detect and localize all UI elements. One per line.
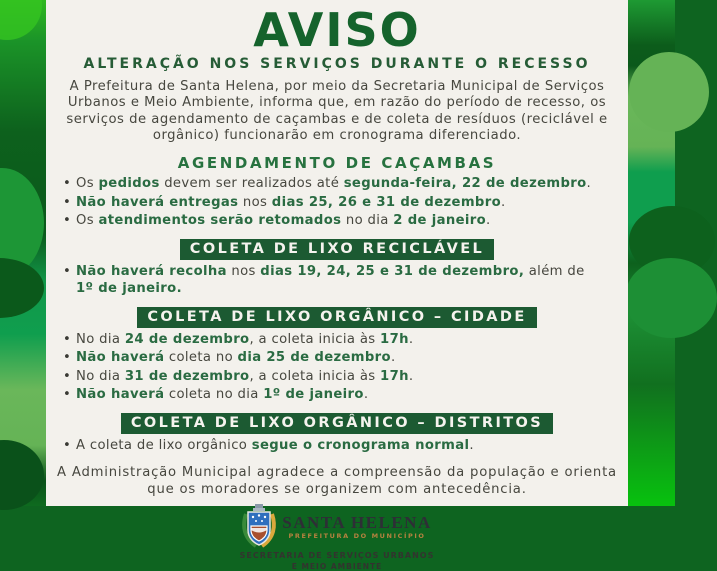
municipality-logo [46,504,628,570]
bullet-list-organico-cidade [46,331,628,403]
logo-secretaria-line1: SECRETARIA DE SERVIÇOS URBANOS [239,551,435,561]
section-heading-banner: COLETA DE LIXO ORGÂNICO – DISTRITOS [121,413,553,434]
coat-of-arms-icon [242,504,276,548]
logo-secretaria-line2: E MEIO AMBIENTE [291,562,383,571]
page-title: AVISO [253,3,421,57]
list-item: • Não haverá coleta no dia 1º de janeiro. [63,386,606,403]
list-item: • Não haverá coleta no dia 25 de dezembro. [63,349,606,366]
green-shape [0,0,42,40]
intro-paragraph: A Prefeitura de Santa Helena, por meio da Secretaria Municipal de Serviços Urbanos e Meio Ambiente, informa que, em razão do período de recesso, os serviços de agendamento de caçambas e de coleta de resíduos (reciclável e orgânico) funcionarão em cronograma diferenciado. [66,79,608,144]
section-heading-organico-distritos [46,412,628,434]
section-heading-label: AGENDAMENTO DE CAÇAMBAS [177,154,497,173]
list-item: • Os pedidos devem ser realizados até segunda-feira, 22 de dezembro. [63,175,606,192]
section-heading-organico-cidade [46,306,628,328]
green-shape [0,258,44,318]
section-heading-banner: COLETA DE LIXO ORGÂNICO – CIDADE [137,307,536,328]
bullet-list-agendamento [46,175,628,228]
section-heading-reciclavel [46,238,628,260]
bullet-list-organico-distritos [46,437,628,454]
logo-prefeitura-label: PREFEITURA DO MUNICÍPIO [288,531,426,540]
footer-note: A Administração Municipal agradece a compreensão da população e orienta que os moradores se organizem com antecedência. [57,465,617,497]
notice-panel [46,0,628,571]
bullet-list-reciclavel [46,263,628,297]
green-shape [0,440,44,510]
green-shape [625,258,717,338]
list-item: • A coleta de lixo orgânico segue o cronograma normal. [63,437,606,454]
left-decorative-strip [0,0,46,506]
right-decorative-strip [628,0,675,506]
list-item: • No dia 31 de dezembro, a coleta inicia às 17h. [63,368,606,385]
list-item: • Não haverá entregas nos dias 25, 26 e 31 de dezembro. [63,194,606,211]
list-item: • Não haverá recolha nos dias 19, 24, 25 e 31 de dezembro, além de 1º de janeiro. [63,263,606,297]
section-heading-banner: COLETA DE LIXO RECICLÁVEL [180,239,494,260]
list-item: • Os atendimentos serão retomados no dia 2 de janeiro. [63,212,606,229]
list-item: • No dia 24 de dezembro, a coleta inicia às 17h. [63,331,606,348]
green-shape [629,52,709,132]
page-subtitle: ALTERAÇÃO NOS SERVIÇOS DURANTE O RECESSO [83,56,591,72]
logo-municipality-name: SANTA HELENA [282,512,432,532]
section-heading-agendamento [46,153,628,172]
